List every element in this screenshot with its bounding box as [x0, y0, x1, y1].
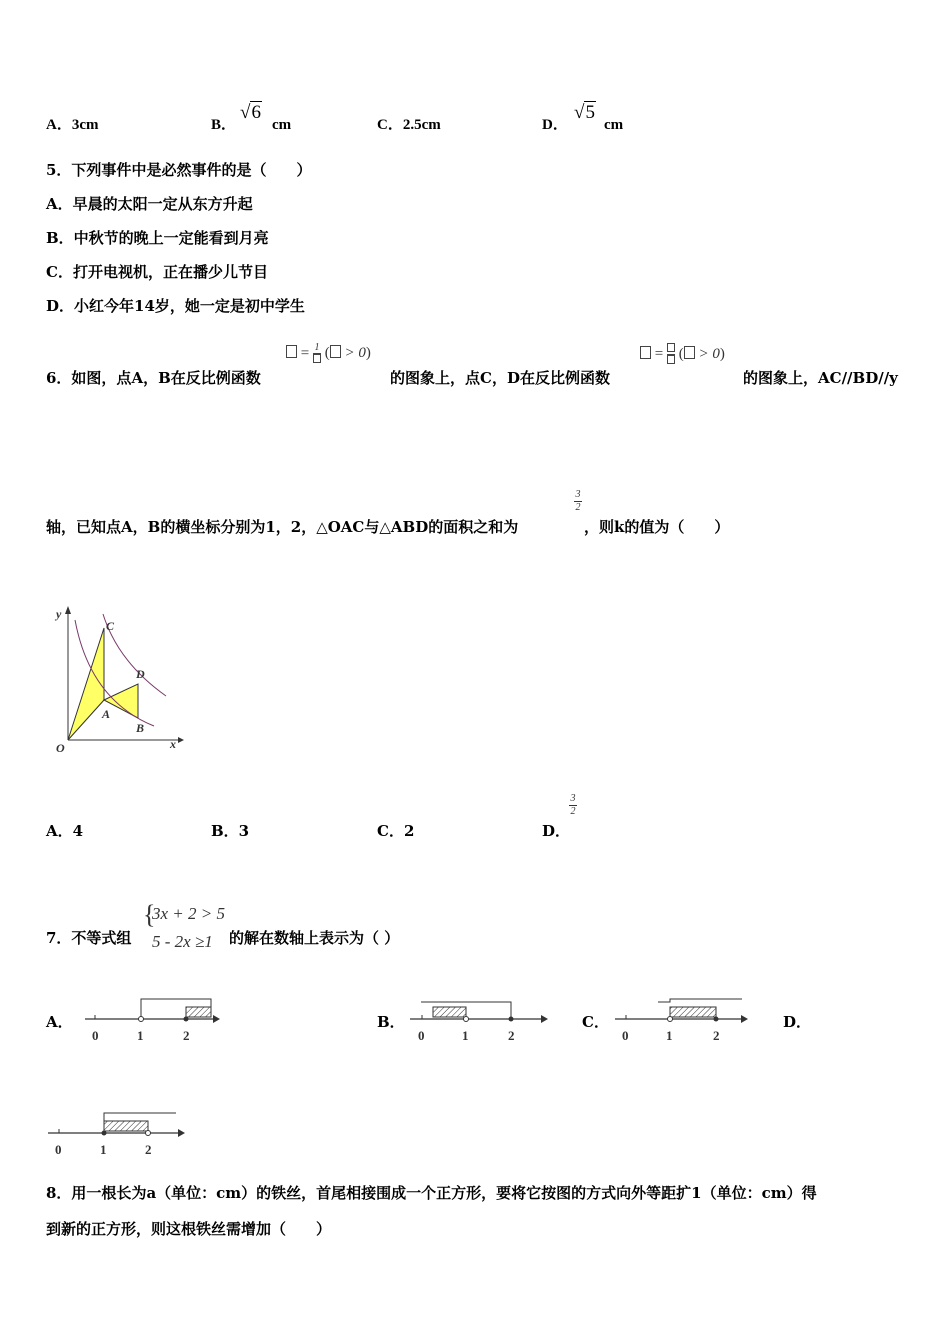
q4-option-b-unit: cm	[272, 117, 292, 133]
q7-option-d-label: D．	[783, 1013, 812, 1031]
tick-label: 2	[183, 1028, 190, 1043]
q5-option-c: C．打开电视机，正在播少儿节目	[46, 263, 268, 281]
q7-option-b-label: B．	[377, 1013, 405, 1031]
option-label: D．	[542, 117, 568, 133]
q7-option-c-numberline	[610, 995, 755, 1045]
condition: > 0	[698, 345, 720, 362]
tick-label: 0	[622, 1028, 629, 1043]
q6-formula-2: = ( > 0)	[640, 343, 725, 366]
option-text: 3cm	[71, 117, 99, 133]
tick-label: 0	[418, 1028, 425, 1043]
fraction-denominator: 2	[575, 502, 581, 513]
q4-option-b	[211, 118, 236, 133]
tick-label: 1	[100, 1142, 107, 1157]
tick-label: 0	[92, 1028, 99, 1043]
option-label: A．	[46, 117, 72, 133]
number-line-arrow-icon	[541, 1015, 548, 1023]
q4-option-c	[377, 118, 441, 133]
tick-label: 1	[137, 1028, 144, 1043]
radicand: 6	[251, 102, 261, 123]
q6-text-part5: ，则k的值为（ ）	[584, 518, 730, 536]
q8-line-1: 8．用一根长为a（单位：cm）的铁丝，首尾相接围成一个正方形，要将它按图的方式向外等距扩1（单位：cm）得	[46, 1184, 817, 1202]
q4-option-d-unit: cm	[604, 117, 624, 133]
q4-option-a	[46, 118, 99, 133]
q5-stem: 5．下列事件中是必然事件的是（ ）	[46, 161, 312, 179]
y-axis-arrow-icon	[65, 606, 71, 614]
label-o: O	[56, 741, 65, 755]
q4-option-d	[542, 118, 568, 133]
fraction-denominator: 2	[570, 806, 576, 817]
q6-text-part3: 的图象上，AC//BD//y	[743, 369, 898, 387]
filled-dot-icon	[184, 1017, 189, 1022]
label-a: A	[102, 707, 111, 721]
q7-option-a-label: A．	[46, 1013, 73, 1031]
fraction-numerator: 1	[314, 342, 320, 353]
filled-dot-icon	[714, 1017, 719, 1022]
q8-line-2: 到新的正方形，则这根铁丝需增加（ ）	[46, 1220, 332, 1238]
q7-option-d-numberline	[44, 1105, 194, 1157]
q6-option-d-fraction	[569, 794, 577, 817]
hatched-region	[186, 1007, 211, 1017]
hatched-region	[670, 1007, 716, 1017]
label-d: D	[136, 667, 145, 681]
label-x: x	[170, 737, 176, 751]
number-line-arrow-icon	[178, 1129, 185, 1137]
q7-stem-suffix: 的解在数轴上表示为（ ）	[229, 929, 400, 947]
placeholder-box-icon	[684, 346, 695, 359]
q6-text-part1: 6．如图，点A，B在反比例函数	[46, 369, 261, 387]
q6-figure	[48, 600, 188, 760]
solution-bracket	[658, 999, 742, 1002]
label-y: y	[56, 607, 62, 621]
q5-option-b: B．中秋节的晚上一定能看到月亮	[46, 229, 269, 247]
open-dot-icon	[464, 1017, 469, 1022]
filled-dot-icon	[102, 1131, 107, 1136]
q5-option-a: A．早晨的太阳一定从东方升起	[46, 195, 253, 213]
number-line-arrow-icon	[213, 1015, 220, 1023]
tick-label: 2	[145, 1142, 152, 1157]
radicand: 5	[585, 102, 595, 123]
open-dot-icon	[139, 1017, 144, 1022]
option-label: C．	[377, 117, 403, 133]
triangle-oac	[68, 628, 104, 740]
q6-option-a: A．4	[46, 822, 84, 840]
q7-stem-prefix: 7．不等式组	[46, 929, 132, 947]
tick-label: 0	[55, 1142, 62, 1157]
tick-label: 1	[462, 1028, 469, 1043]
option-text: 2.5cm	[402, 117, 441, 133]
q7-option-c-label: C．	[582, 1013, 609, 1031]
fraction-numerator: 3	[570, 793, 576, 804]
number-line-arrow-icon	[741, 1015, 748, 1023]
q4-option-d-sqrt	[574, 103, 596, 122]
hatched-region	[433, 1007, 466, 1017]
q6-option-d: D．	[542, 822, 571, 840]
q7-option-b-numberline	[405, 995, 555, 1045]
placeholder-box-icon	[286, 345, 297, 358]
q6-text-part4: 轴，已知点A，B的横坐标分别为1，2，△OAC与△ABD的面积之和为	[46, 518, 519, 536]
placeholder-box-icon	[667, 343, 675, 352]
system-brace-icon: {	[143, 900, 156, 929]
condition: > 0	[344, 345, 366, 362]
placeholder-box-icon	[330, 345, 341, 358]
tick-label: 1	[666, 1028, 673, 1043]
fraction-numerator: 3	[575, 489, 581, 500]
open-dot-icon	[668, 1017, 673, 1022]
tick-label: 2	[508, 1028, 515, 1043]
placeholder-box-icon	[313, 354, 321, 363]
hatched-region	[104, 1121, 148, 1131]
open-dot-icon	[146, 1131, 151, 1136]
label-c: C	[106, 619, 115, 633]
sqrt-sign-icon: √	[240, 102, 251, 123]
q7-inequality-2: 5 - 2x ≥1	[152, 932, 213, 951]
sqrt-sign-icon: √	[574, 102, 585, 123]
tick-label: 2	[713, 1028, 720, 1043]
label-b: B	[136, 721, 145, 735]
placeholder-box-icon	[640, 346, 651, 359]
q6-option-b: B．3	[211, 822, 250, 840]
q7-inequality-1: 3x + 2 > 5	[152, 904, 225, 923]
q6-area-fraction	[574, 490, 582, 513]
q6-formula-1: = 1 ( > 0)	[286, 343, 371, 365]
q4-option-b-sqrt	[240, 103, 262, 122]
q7-option-a-numberline	[80, 995, 225, 1045]
x-axis-arrow-icon	[178, 737, 184, 743]
placeholder-box-icon	[667, 355, 675, 364]
option-label: B．	[211, 117, 237, 133]
q6-option-c: C．2	[377, 822, 415, 840]
q5-option-d: D．小红今年14岁，她一定是初中学生	[46, 297, 305, 315]
q6-text-part2: 的图象上，点C，D在反比例函数	[390, 369, 610, 387]
filled-dot-icon	[509, 1017, 514, 1022]
